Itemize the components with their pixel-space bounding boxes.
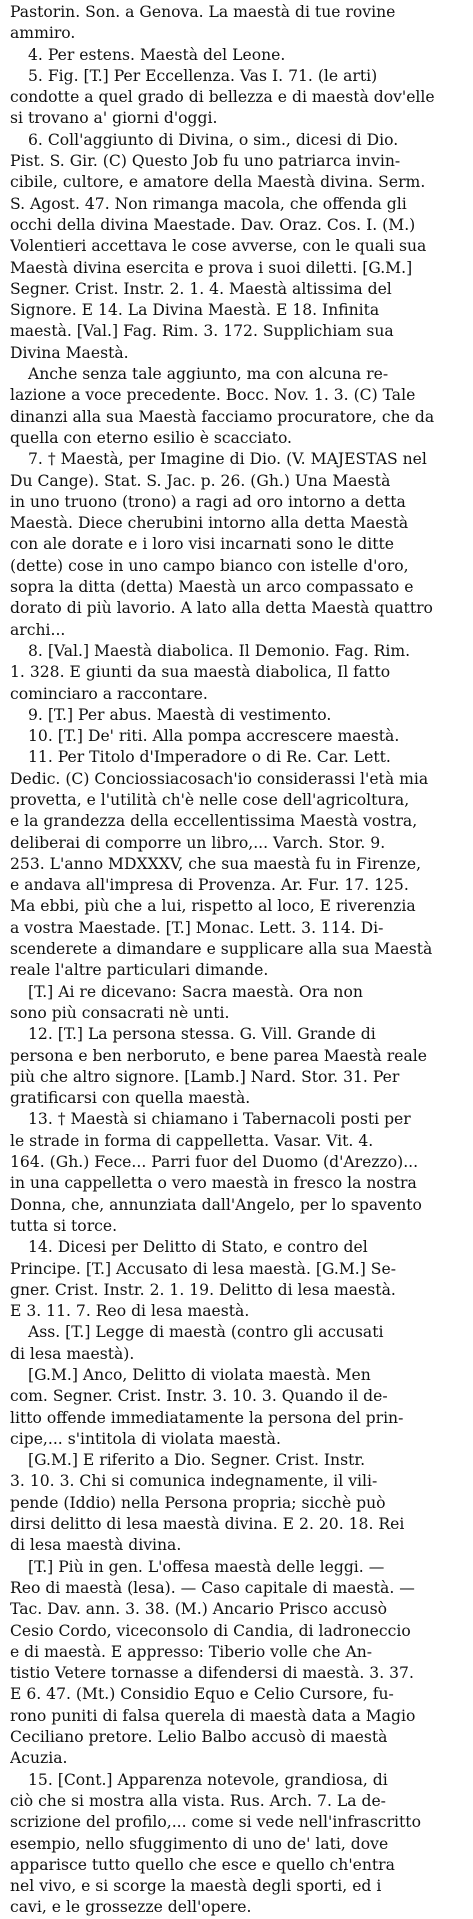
text-line: gratificarsi con quella maestà.: [10, 1089, 251, 1108]
text-line: sopra la ditta (detta) Maestà un arco compassato e: [10, 578, 414, 597]
text-line: deliberai di comporre un libro,... Varch. Stor. 9.: [10, 833, 386, 852]
text-line: [T.] Più in gen. L'offesa maestà delle leggi. —: [28, 1557, 385, 1576]
text-line: Volentieri accettava le cose avverse, con le quali sua: [10, 237, 427, 256]
text-line: provetta, e l'utilità ch'è nelle cose dell'agricoltura,: [10, 790, 410, 809]
text-line: occhi della divina Maestade. Dav. Oraz. Cos. I. (M.): [10, 215, 416, 234]
text-line: lazione a voce precedente. Bocc. Nov. 1. 3. (C) Tale: [10, 386, 416, 405]
text-line: ciò che si mostra alla vista. Rus. Arch. 7. La de-: [10, 1791, 386, 1810]
text-line: 7. † Maestà, per Imagine di Dio. (V. MAJESTAS nel: [28, 450, 427, 469]
text-line: reale l'altre particulari dimande.: [10, 961, 269, 980]
text-line: E 6. 47. (Mt.) Considio Equo e Celio Cursore, fu-: [10, 1685, 394, 1704]
text-line: cipe,... s'intitola di violata maestà.: [10, 1429, 281, 1448]
text-line: 4. Per estens. Maestà del Leone.: [28, 45, 286, 64]
text-line: scenderete a dimandare e supplicare alla sua Maestà: [10, 940, 433, 959]
text-line: Cesio Cordo, viceconsolo di Candia, di ladroneccio: [10, 1621, 411, 1640]
text-line: tutta si torce.: [10, 1216, 118, 1235]
text-line: e andava all'impresa di Provenza. Ar. Fur. 17. 125.: [10, 876, 409, 895]
text-line: condotte a quel grado di bellezza e di maestà dov'elle: [10, 88, 435, 107]
text-line: con ale dorate e i loro visi incarnati sono le ditte: [10, 535, 394, 554]
text-line: Segner. Crist. Instr. 2. 1. 4. Maestà altissima del: [10, 279, 392, 298]
text-line: 15. [Cont.] Apparenza notevole, grandiosa, di: [28, 1770, 388, 1789]
text-line: e di maestà. E appresso: Tiberio volle che An-: [10, 1642, 373, 1661]
text-line: esempio, nello sfuggimento di uno de' lati, dove: [10, 1834, 389, 1853]
text-line: (dette) cose in uno campo bianco con istelle d'oro,: [10, 556, 409, 575]
text-line: di lesa maestà).: [10, 1344, 135, 1363]
text-line: dinanzi alla sua Maestà facciamo procuratore, che da: [10, 407, 435, 426]
text-line: rono puniti di falsa querela di maestà data a Magio: [10, 1706, 416, 1725]
text-line: e la grandezza della eccellentissima Maestà vostra,: [10, 812, 418, 831]
text-line: Acuzia.: [10, 1749, 68, 1768]
text-line: cominciaro a raccontare.: [10, 684, 208, 703]
text-line: si trovano a' giorni d'oggi.: [10, 109, 218, 128]
text-line: cavi, e le grossezze dell'opere.: [10, 1898, 252, 1917]
text-line: Pist. S. Gir. (C) Questo Job fu uno patriarca invin-: [10, 152, 401, 171]
text-line: le strade in forma di cappelletta. Vasar. Vit. 4.: [10, 1131, 374, 1150]
text-line: a vostra Maestade. [T.] Monac. Lett. 3. 114. Di-: [10, 918, 384, 937]
text-line: Principe. [T.] Accusato di lesa maestà. [G.M.] Se-: [10, 1259, 396, 1278]
text-line: 8. [Val.] Maestà diabolica. Il Demonio. Fag. Rim.: [28, 641, 411, 660]
text-line: Ceciliano pretore. Lelio Balbo accusò di maestà: [10, 1728, 388, 1747]
text-line: cibile, cultore, e amatore della Maestà divina. Serm.: [10, 173, 426, 192]
text-line: [G.M.] E riferito a Dio. Segner. Crist. Instr.: [28, 1451, 366, 1470]
text-line: E 3. 11. 7. Reo di lesa maestà.: [10, 1302, 250, 1321]
text-line: sono più consacrati nè unti.: [10, 1003, 230, 1022]
text-line: nel vivo, e si scorge la maestà degli sporti, ed i: [10, 1877, 382, 1896]
text-line: Du Cange). Stat. S. Jac. p. 26. (Gh.) Una Maestà: [10, 471, 391, 490]
text-line: Ma ebbi, più che a lui, rispetto al loco, E riverenzia: [10, 897, 416, 916]
text-line: S. Agost. 47. Non rimanga macola, che offenda gli: [10, 194, 407, 213]
text-line: Maestà. Diece cherubini intorno alla detta Maestà: [10, 514, 409, 533]
text-line: litto offende immediatamente la persona del prin-: [10, 1408, 404, 1427]
text-line: 11. Per Titolo d'Imperadore o di Re. Car. Lett.: [28, 748, 391, 767]
text-line: Maestà divina esercita e prova i suoi diletti. [G.M.]: [10, 258, 413, 277]
text-line: tistio Vetere tornasse a difendersi di maestà. 3. 37.: [10, 1664, 414, 1683]
text-line: pende (Iddio) nella Persona propria; sicchè può: [10, 1493, 386, 1512]
text-line: Anche senza tale aggiunto, ma con alcuna re-: [28, 365, 389, 384]
text-line: 14. Dicesi per Delitto di Stato, e contro del: [28, 1238, 368, 1257]
text-line: Signore. E 14. La Divina Maestà. E 18. Infinita: [10, 301, 380, 320]
text-line: Pastorin. Son. a Genova. La maestà di tue rovine: [10, 3, 396, 21]
text-line: Reo di maestà (lesa). — Caso capitale di maestà. —: [10, 1578, 415, 1597]
text-line: 10. [T.] De' riti. Alla pompa accrescere maestà.: [28, 727, 400, 746]
text-line: Divina Maestà.: [10, 343, 129, 362]
text-line: Ass. [T.] Legge di maestà (contro gli accusati: [28, 1323, 384, 1342]
text-line: di lesa maestà divina.: [10, 1536, 182, 1555]
text-line: in una cappelletta o vero maestà in fresco la nostra: [10, 1174, 417, 1193]
text-line: archi...: [10, 620, 66, 639]
text-line: apparisce tutto quello che esce e quello ch'entra: [10, 1855, 395, 1874]
text-line: maestà. [Val.] Fag. Rim. 3. 172. Supplichiam sua: [10, 322, 394, 341]
text-line: in uno truono (trono) a ragi ad oro intorno a detta: [10, 492, 406, 511]
text-line: quella con eterno esilio è scacciato.: [10, 428, 293, 447]
text-line: 253. L'anno MDXXXV, che sua maestà fu in Firenze,: [10, 854, 422, 873]
text-line: gner. Crist. Instr. 2. 1. 19. Delitto di lesa maestà.: [10, 1280, 396, 1299]
text-line: persona e ben nerboruto, e bene parea Maestà reale: [10, 1046, 427, 1065]
text-line: [G.M.] Anco, Delitto di violata maestà. Men: [28, 1366, 371, 1384]
text-line: più che altro signore. [Lamb.] Nard. Stor. 31. Per: [10, 1067, 400, 1086]
text-line: Dedic. (C) Conciossiacosach'io considerassi l'età mia: [10, 769, 429, 788]
text-line: com. Segner. Crist. Instr. 3. 10. 3. Quando il de-: [10, 1387, 388, 1406]
text-line: 9. [T.] Per abus. Maestà di vestimento.: [28, 705, 332, 724]
text-line: scrizione del profilo,... come si vede nell'infrascritto: [10, 1813, 421, 1832]
text-line: 12. [T.] La persona stessa. G. Vill. Grande di: [28, 1025, 376, 1044]
text-line: 1. 328. E giunti da sua maestà diabolica, Il fatto: [10, 663, 391, 682]
text-line: dorato di più lavorio. A lato alla detta Maestà quattro: [10, 599, 433, 618]
text-line: Donna, che, annunziata dall'Angelo, per lo spavento: [10, 1195, 422, 1214]
text-line: 6. Coll'aggiunto di Divina, o sim., dicesi di Dio.: [28, 130, 399, 149]
text-line: ammiro.: [10, 24, 76, 43]
text-line: 5. Fig. [T.] Per Eccellenza. Vas I. 71. (le arti): [28, 66, 378, 85]
text-line: [T.] Ai re dicevano: Sacra maestà. Ora non: [28, 982, 363, 1001]
text-line: Tac. Dav. ann. 3. 38. (M.) Ancario Prisco accusò: [10, 1600, 388, 1619]
text-line: 3. 10. 3. Chi si comunica indegnamente, il vili-: [10, 1472, 378, 1491]
text-line: 13. † Maestà si chiamano i Tabernacoli posti per: [28, 1110, 411, 1129]
text-line: 164. (Gh.) Fece... Parri fuor del Duomo (d'Arezzo)...: [10, 1153, 419, 1172]
text-line: dirsi delitto di lesa maestà divina. E 2. 20. 18. Rei: [10, 1515, 405, 1534]
